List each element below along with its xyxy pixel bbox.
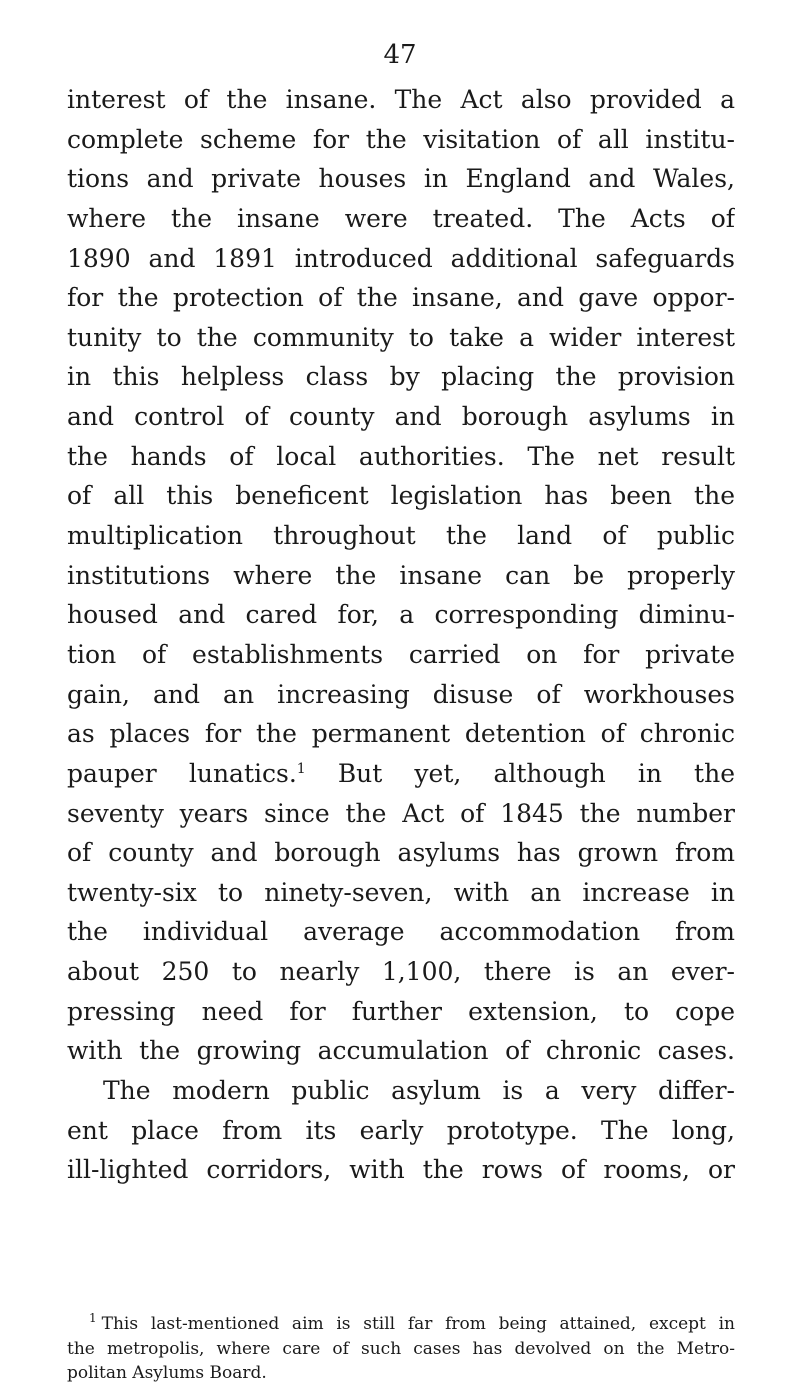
footnote-line: politan Asylums Board. [67, 1363, 267, 1383]
text-line: about 250 to nearly 1,100, there is an ever- [67, 957, 735, 987]
text-line: tunity to the community to take a wider interest [67, 322, 735, 352]
text-line: 1890 and 1891 introduced additional safeguards [67, 243, 735, 273]
footnote-reference[interactable]: 1 [296, 760, 306, 777]
text-line: where the insane were treated. The Acts of [67, 203, 735, 233]
text-line: with the growing accumulation of chronic cases. [67, 1036, 735, 1066]
text-line: the individual average accommodation from [67, 917, 735, 947]
text-line: pressing need for further extension, to cope [67, 996, 735, 1026]
text-line: twenty-six to ninety-seven, with an increase in [67, 877, 735, 907]
text-line: tions and private houses in England and Wales, [67, 164, 735, 194]
text-line: institutions where the insane can be properly [67, 560, 735, 590]
footnote-marker: 1 [89, 1312, 97, 1325]
text-line: of county and borough asylums has grown from [67, 838, 735, 868]
text-line: of all this beneficent legislation has been the [67, 481, 735, 511]
line-tail: But yet, although in the [337, 758, 735, 788]
footnote-line: the metropolis, where care of such cases has devolved on the Metro- [67, 1338, 735, 1359]
text-line: as places for the permanent detention of chronic [67, 719, 735, 749]
footnote-text: This last-mentioned aim is still far from being attained, except in [101, 1314, 735, 1334]
footnote-line [67, 1312, 735, 1337]
text-line: ill-lighted corridors, with the rows of rooms, or [67, 1155, 735, 1185]
text-line-with-footnote-ref [67, 754, 735, 794]
text-line: interest of the insane. The Act also provided a [67, 85, 735, 114]
text-line: gain, and an increasing disuse of workhouses [67, 679, 735, 709]
paragraph-start-line: The modern public asylum is a very differ- [103, 1076, 735, 1106]
text-line: seventy years since the Act of 1845 the number [67, 798, 735, 828]
page-number: 47 [383, 40, 417, 70]
text-line: complete scheme for the visitation of all institu- [67, 124, 735, 154]
text-line: multiplication throughout the land of public [67, 521, 735, 551]
footnote [67, 1312, 735, 1386]
text-line: housed and cared for, a corresponding diminu- [67, 600, 735, 630]
text-line: for the protection of the insane, and gave oppor- [67, 283, 735, 313]
body-text [67, 80, 735, 1190]
text-line: tion of establishments carried on for private [67, 639, 735, 669]
text-line: and control of county and borough asylums in [67, 402, 735, 432]
line-head: pauper lunatics. [67, 758, 297, 788]
text-line: ent place from its early prototype. The long, [67, 1115, 735, 1145]
text-line: the hands of local authorities. The net result [67, 441, 735, 471]
text-line: in this helpless class by placing the provision [67, 362, 735, 392]
